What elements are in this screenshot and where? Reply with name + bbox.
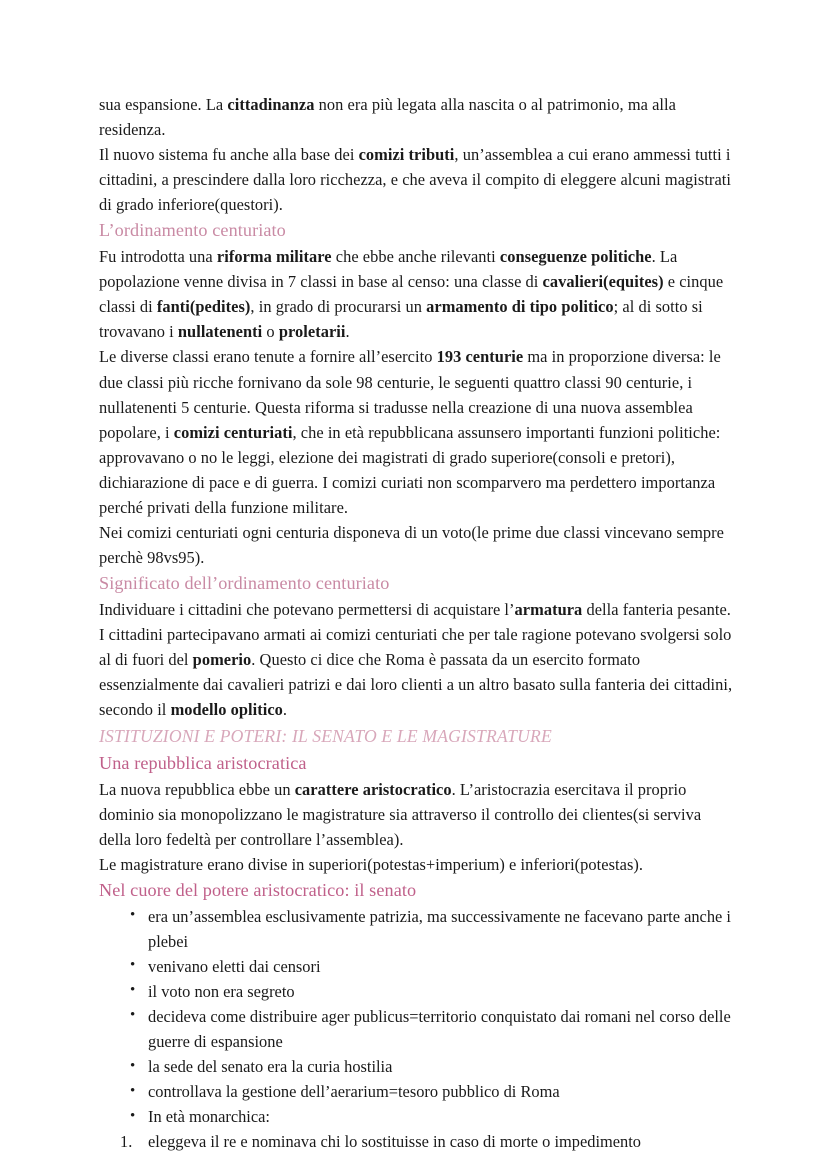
text-run: non era più legata alla nascita o al patrimonio, ma alla residenza. [99, 95, 676, 140]
heading-istituzioni-poteri: ISTITUZIONI E POTERI: IL SENATO E LE MAGISTRATURE [99, 726, 552, 747]
list-item: eleggeva il re e nominava chi lo sostituisse in caso di morte o impedimento [148, 1132, 641, 1152]
text-run: sua espansione. La [99, 95, 228, 114]
text-run: Nei comizi centuriati ogni centuria disponeva di un voto(le prime due classi vincevano sempre perchè 98vs95). [99, 523, 724, 568]
document-body [99, 92, 735, 1154]
bold-run: fanti(pedites) [156, 297, 251, 317]
list-item: • decideva come distribuire ager publicus=territorio conquistato dai romani nel corso delle guerre di espansione [99, 1004, 735, 1054]
paragraph-comizi-tributi [99, 142, 735, 217]
text-run: . Questo ci dice che Roma è passata da un esercito formato essenzialmente dai cavalieri patrizi e dai loro clienti a un altro basato sulla fanteria dei cittadini, secondo il [99, 650, 733, 720]
text-run: che ebbe anche rilevanti [331, 247, 500, 267]
bold-run: comizi tributi [358, 145, 455, 165]
text-run: Fu introdotta una [99, 247, 217, 267]
bold-run: cittadinanza [227, 95, 315, 114]
text-run: . [282, 700, 288, 720]
heading-nel-cuore-senato: Nel cuore del potere aristocratico: il senato [99, 879, 417, 900]
text-run: . La popolazione venne divisa in 7 classi in base al censo: una classe di [99, 247, 678, 292]
text-run: ma in proporzione diversa: le due classi più ricche fornivano da sole 98 centurie, le seguenti quattro classi 90 centurie, i nullatenenti 5 centurie. Questa riforma si tradusse nella creazione di una nuova assemblea popolare, i [99, 347, 721, 442]
bold-run: nullatenenti [177, 322, 263, 342]
list-item: • era un’assemblea esclusivamente patrizia, ma successivamente ne facevano parte anche i plebei [99, 904, 735, 954]
bullet-list-senato [99, 904, 735, 1130]
paragraph-magistrature-divise [99, 852, 735, 877]
text-run: della fanteria pesante. I cittadini partecipavano armati ai comizi centuriati che per tale ragione potevano svolgersi solo al di fuori del [99, 599, 732, 670]
text-run: Individuare i cittadini che potevano permettersi di acquistare l’ [99, 599, 515, 619]
bold-run: modello oplitico [170, 700, 283, 720]
text-run: ; al di sotto si trovavano i [99, 297, 703, 342]
bold-run: conseguenze politiche [499, 247, 652, 267]
text-run: , in grado di procurarsi un [250, 297, 427, 317]
bold-run: pomerio [192, 650, 252, 670]
text-run: Le magistrature erano divise in superiori(potestas+imperium) e inferiori(potestas). [99, 854, 644, 874]
text-run: o [262, 322, 279, 342]
heading-repubblica-aristocratica: Una repubblica aristocratica [99, 752, 307, 773]
paragraph-cittadinanza [99, 92, 735, 142]
text-run: , un’assemblea a cui erano ammessi tutti i cittadini, a prescindere dalla loro ricchezza, e che aveva il compito di eleggere alcuni magistrati di grado inferiore(questori). [99, 145, 731, 215]
list-item: • controllava la gestione dell’aerarium=tesoro pubblico di Roma [99, 1079, 735, 1104]
paragraph-193-centurie [99, 344, 735, 520]
bold-run: 193 centurie [436, 347, 524, 367]
text-run: . L’aristocrazia esercitava il proprio dominio sia monopolizzano le magistrature sia attraverso il controllo dei clientes(si serviva della loro fedeltà per controllare l’assemblea). [99, 779, 702, 849]
text-run: Il nuovo sistema fu anche alla base dei [99, 145, 359, 165]
bold-run: armamento di tipo politico [426, 297, 614, 317]
list-item: • la sede del senato era la curia hostilia [99, 1054, 735, 1079]
bold-run: armatura [514, 599, 583, 619]
heading-significato-ordinamento: Significato dell’ordinamento centuriato [99, 573, 390, 594]
list-item: • il voto non era segreto [99, 979, 735, 1004]
bold-run: cavalieri(equites) [542, 272, 664, 292]
paragraph-voto-centuria [99, 520, 735, 570]
bold-run: carattere aristocratico [294, 779, 452, 799]
paragraph-riforma-militare [99, 244, 735, 344]
bold-run: riforma militare [216, 247, 332, 267]
paragraph-carattere-aristocratico [99, 777, 735, 852]
heading-ordinamento-centuriato: L’ordinamento centuriato [99, 220, 286, 241]
paragraph-armatura [99, 597, 735, 722]
bold-run: proletarii [278, 322, 346, 342]
text-run: , che in età repubblicana assunsero importanti funzioni politiche: approvavano o no le leggi, elezione dei magistrati di grado superiore(consoli e pretori), dichiarazione di pace e di guerra. I comizi curiati non scomparvero ma perdettero importanza perché privati della funzione militare. [99, 422, 721, 517]
bold-run: comizi centuriati [173, 422, 293, 442]
text-run: . [345, 322, 350, 342]
text-run: Le diverse classi erano tenute a fornire all’esercito [99, 347, 437, 367]
numbered-list-monarchica [99, 1129, 735, 1154]
list-item: • venivano eletti dai censori [99, 954, 735, 979]
list-item: • In età monarchica: [99, 1104, 735, 1129]
text-run: La nuova repubblica ebbe un [99, 779, 295, 799]
text-run: e cinque classi di [99, 272, 724, 317]
